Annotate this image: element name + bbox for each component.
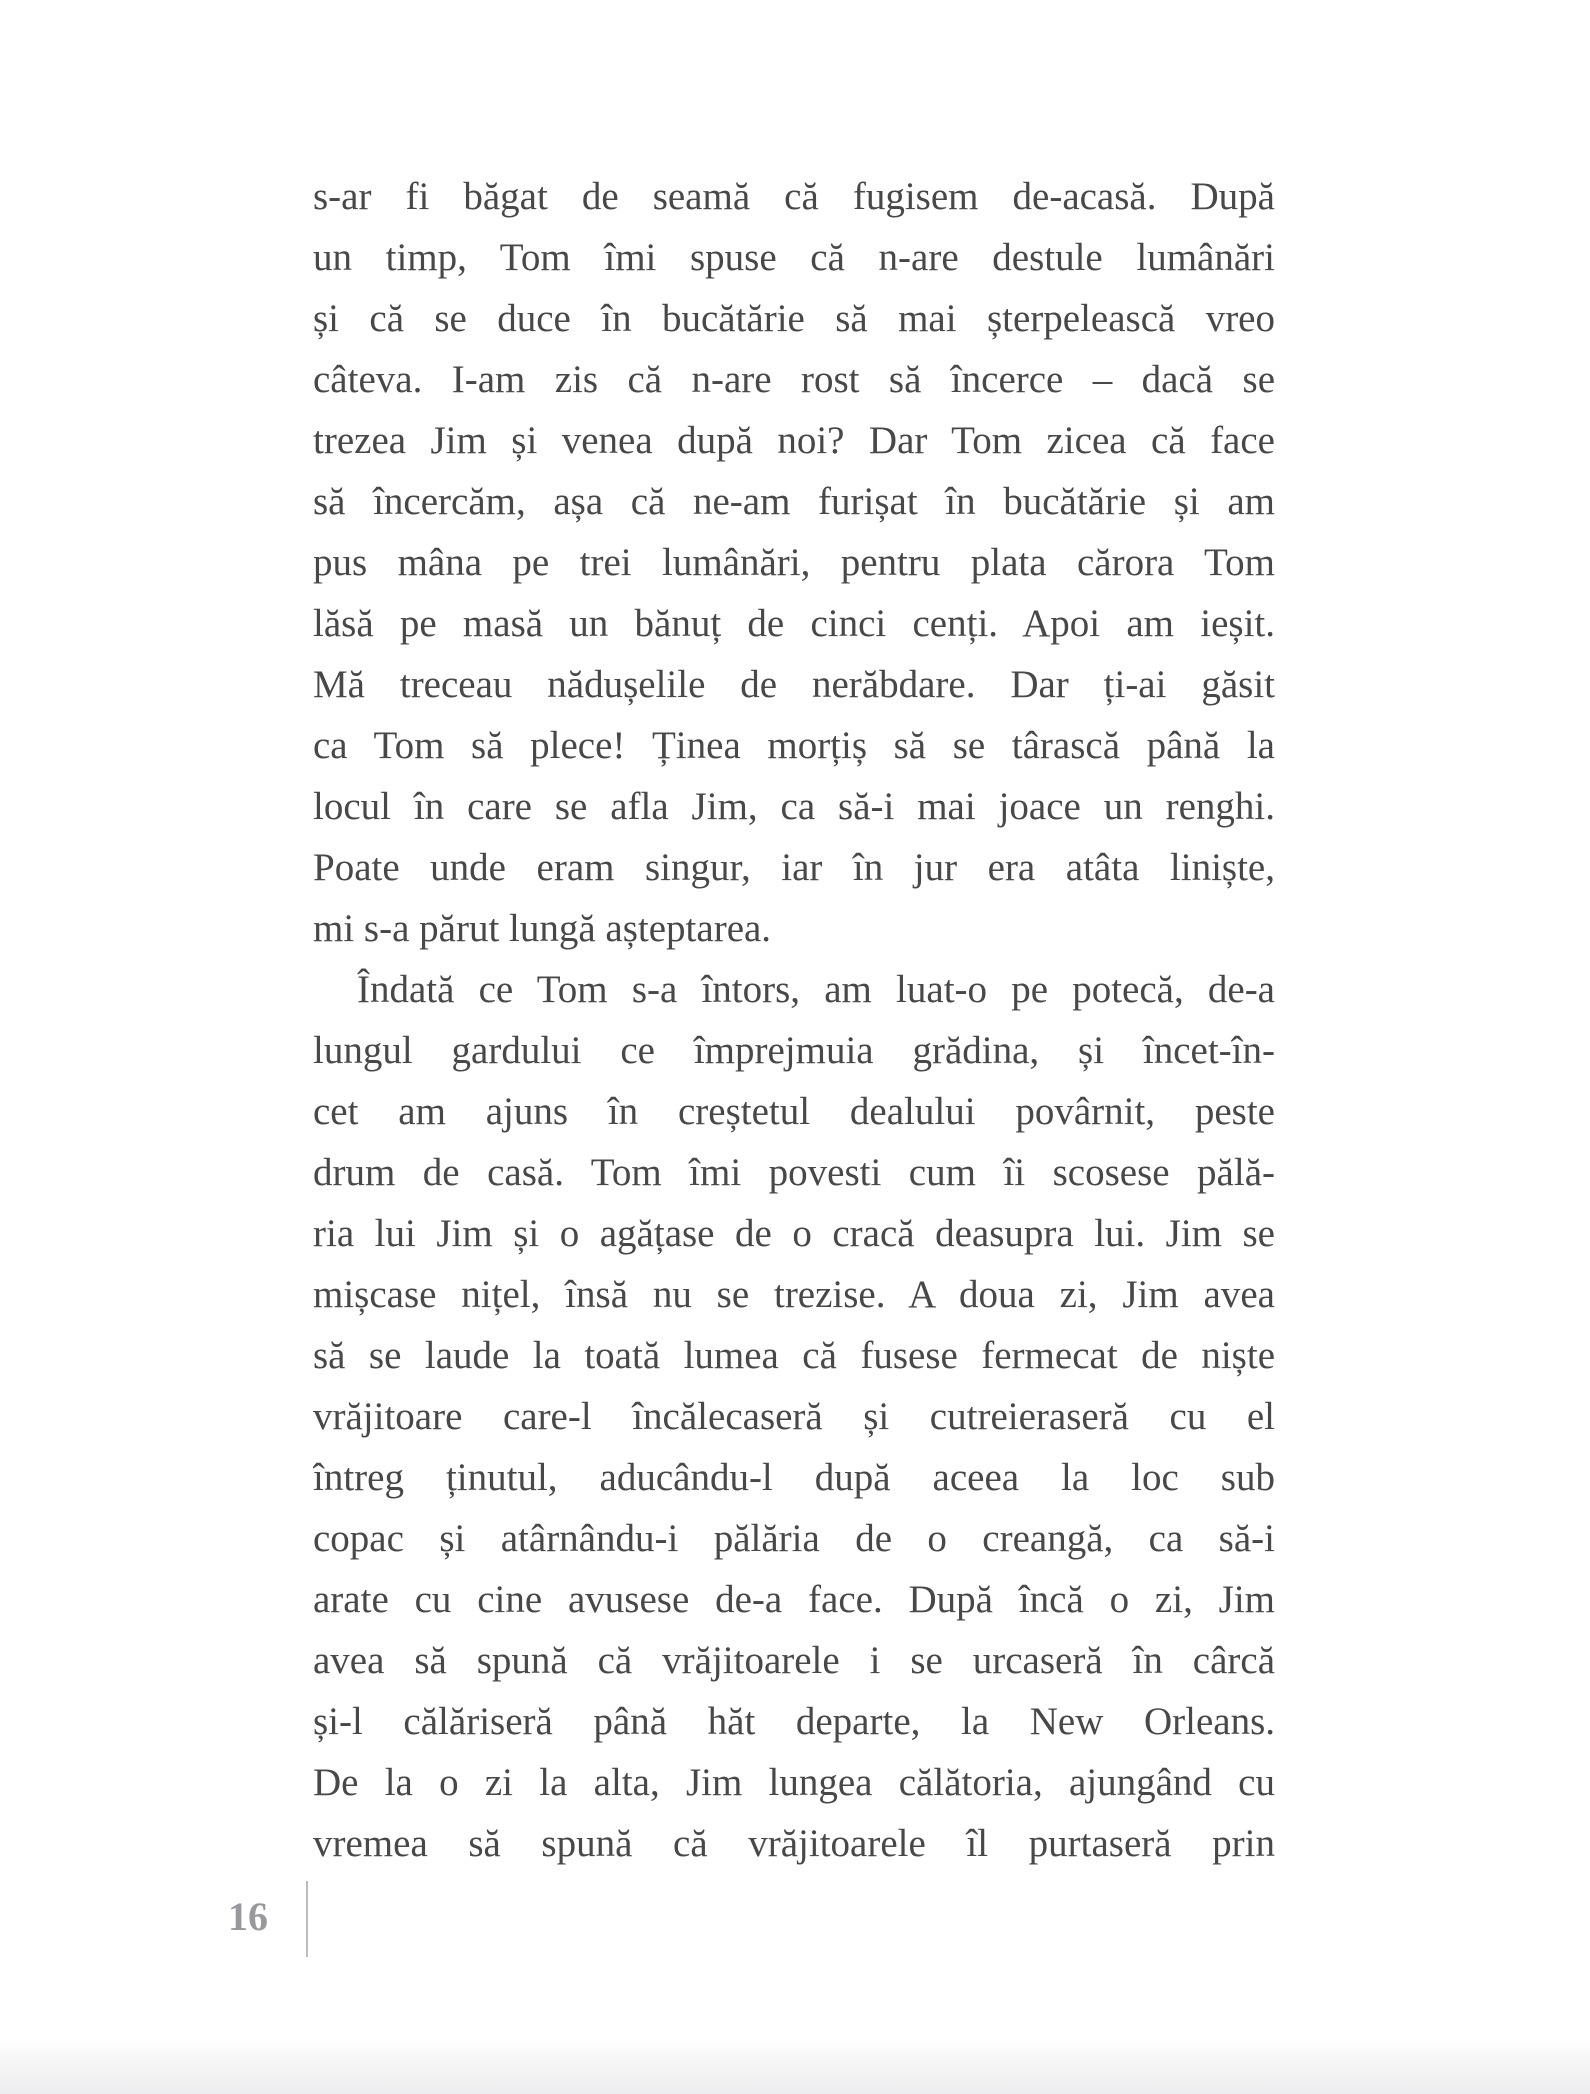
text-line: drum de casă. Tom îmi povesti cum îi scosese pălă-	[313, 1151, 1275, 1194]
text-line: cet am ajuns în creștetul dealului povârnit, peste	[313, 1090, 1275, 1133]
text-line: ria lui Jim și o agățase de o cracă deasupra lui. Jim se	[313, 1212, 1275, 1255]
text-line: Mă treceau nădușelile de nerăbdare. Dar ți-ai găsit	[313, 663, 1275, 706]
text-line: să încercăm, așa că ne-am furișat în bucătărie și am	[313, 480, 1275, 523]
page-text-block	[313, 166, 1275, 1874]
text-line: să se laude la toată lumea că fusese fermecat de niște	[313, 1334, 1275, 1377]
text-line: mi s-a părut lungă așteptarea.	[313, 907, 772, 950]
text-line: copac și atârnându-i pălăria de o creangă, ca să-i	[313, 1517, 1275, 1560]
text-line: și-l călăriseră până hăt departe, la New Orleans.	[313, 1700, 1275, 1743]
text-line: locul în care se afla Jim, ca să-i mai joace un renghi.	[313, 785, 1275, 828]
text-line: întreg ținutul, aducându-l după aceea la loc sub	[313, 1456, 1275, 1499]
text-line: și că se duce în bucătărie să mai șterpelească vreo	[313, 297, 1275, 340]
text-line: De la o zi la alta, Jim lungea călătoria, ajungând cu	[313, 1761, 1275, 1804]
page-number: 16	[228, 1894, 268, 1939]
text-line: trezea Jim și venea după noi? Dar Tom zicea că face	[313, 419, 1275, 462]
footer-divider-line	[306, 1881, 308, 1957]
text-line: Poate unde eram singur, iar în jur era atâta liniște,	[313, 846, 1275, 889]
text-line: s-ar fi băgat de seamă că fugisem de-acasă. După	[313, 175, 1275, 218]
text-line: arate cu cine avusese de-a face. După încă o zi, Jim	[313, 1578, 1275, 1621]
text-line: un timp, Tom îmi spuse că n-are destule lumânări	[313, 236, 1275, 279]
paragraph	[313, 959, 1275, 1874]
text-line: câteva. I-am zis că n-are rost să încerce – dacă se	[313, 358, 1275, 401]
text-line: ca Tom să plece! Ținea morțiș să se târască până la	[313, 724, 1275, 767]
text-line: avea să spună că vrăjitoarele i se urcaseră în cârcă	[313, 1639, 1275, 1682]
text-line: Îndată ce Tom s-a întors, am luat-o pe potecă, de-a	[357, 968, 1275, 1011]
text-line: lăsă pe masă un bănuț de cinci cenți. Apoi am ieșit.	[313, 602, 1275, 645]
text-line: pus mâna pe trei lumânări, pentru plata cărora Tom	[313, 541, 1275, 584]
text-line: vrăjitoare care-l încălecaseră și cutreieraseră cu el	[313, 1395, 1275, 1438]
text-line: lungul gardului ce împrejmuia grădina, și încet-în-	[313, 1029, 1275, 1072]
paragraph	[313, 166, 1275, 959]
text-line: mișcase nițel, însă nu se trezise. A doua zi, Jim avea	[313, 1273, 1275, 1316]
text-line: vremea să spună că vrăjitoarele îl purtaseră prin	[313, 1822, 1275, 1865]
page-bottom-shadow	[0, 2038, 1590, 2094]
